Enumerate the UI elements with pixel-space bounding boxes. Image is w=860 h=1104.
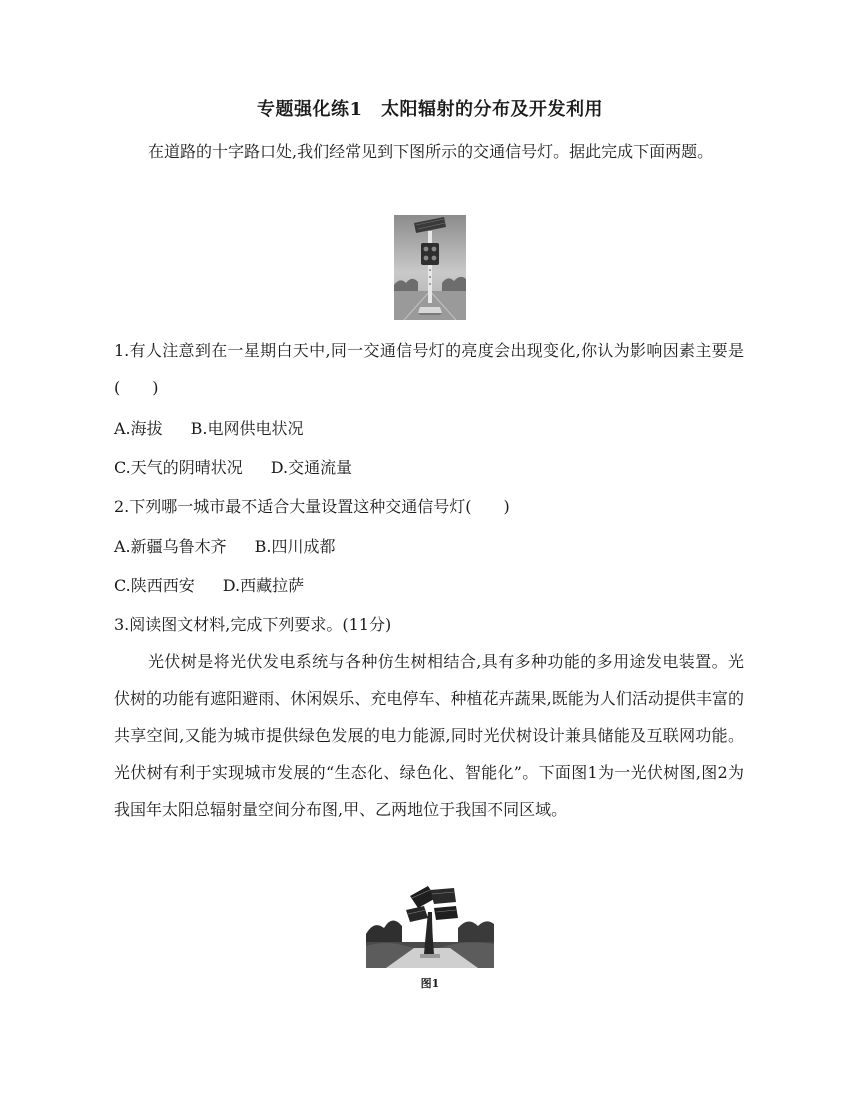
q2-option-a[interactable]: A.新疆乌鲁木齐 bbox=[114, 537, 227, 556]
q2-option-b[interactable]: B.四川成都 bbox=[254, 537, 336, 556]
question-1-options-row-1 bbox=[114, 416, 304, 439]
figure-1-caption: 图1 bbox=[420, 977, 440, 990]
q1-option-a[interactable]: A.海拔 bbox=[114, 419, 163, 438]
photovoltaic-tree-image bbox=[366, 884, 494, 968]
page-title: 专题强化练1 太阳辐射的分布及开发利用 bbox=[256, 99, 604, 120]
q1-option-c[interactable]: C.天气的阴晴状况 bbox=[114, 458, 243, 477]
question-1-stem: 1.有人注意到在一星期白天中,同一交通信号灯的亮度会出现变化,你认为影响因素主要是( ) bbox=[114, 341, 744, 397]
question-1-options-row-2 bbox=[114, 455, 352, 478]
q2-option-d[interactable]: D.西藏拉萨 bbox=[222, 576, 305, 595]
question-3-stem: 3.阅读图文材料,完成下列要求。(11分) bbox=[114, 615, 392, 634]
question-2-stem: 2.下列哪一城市最不适合大量设置这种交通信号灯( ) bbox=[114, 497, 510, 516]
solar-traffic-light-image bbox=[394, 215, 466, 320]
question-2-options-row-2 bbox=[114, 573, 304, 596]
question-3-passage: 光伏树是将光伏发电系统与各种仿生树相结合,具有多种功能的多用途发电装置。光伏树的功能有遮阳避雨、休闲娱乐、充电停车、种植花卉蔬果,既能为人们活动提供丰富的共享空间,又能为城市提供绿色发展的电力能源,同时光伏树设计兼具储能及互联网功能。光伏树有利于实现城市发展的“生态化、绿色化、智能化”。下面图1为一光伏树图,图2为我国年太阳总辐射量空间分布图,甲、乙两地位于我国不同区域。 bbox=[114, 652, 744, 819]
q2-option-c[interactable]: C.陕西西安 bbox=[114, 576, 195, 595]
q1-option-d[interactable]: D.交通流量 bbox=[270, 458, 353, 477]
q1-option-b[interactable]: B.电网供电状况 bbox=[190, 419, 304, 438]
question-2-options-row-1 bbox=[114, 534, 336, 557]
intro-paragraph: 在道路的十字路口处,我们经常见到下图所示的交通信号灯。据此完成下面两题。 bbox=[148, 142, 714, 161]
